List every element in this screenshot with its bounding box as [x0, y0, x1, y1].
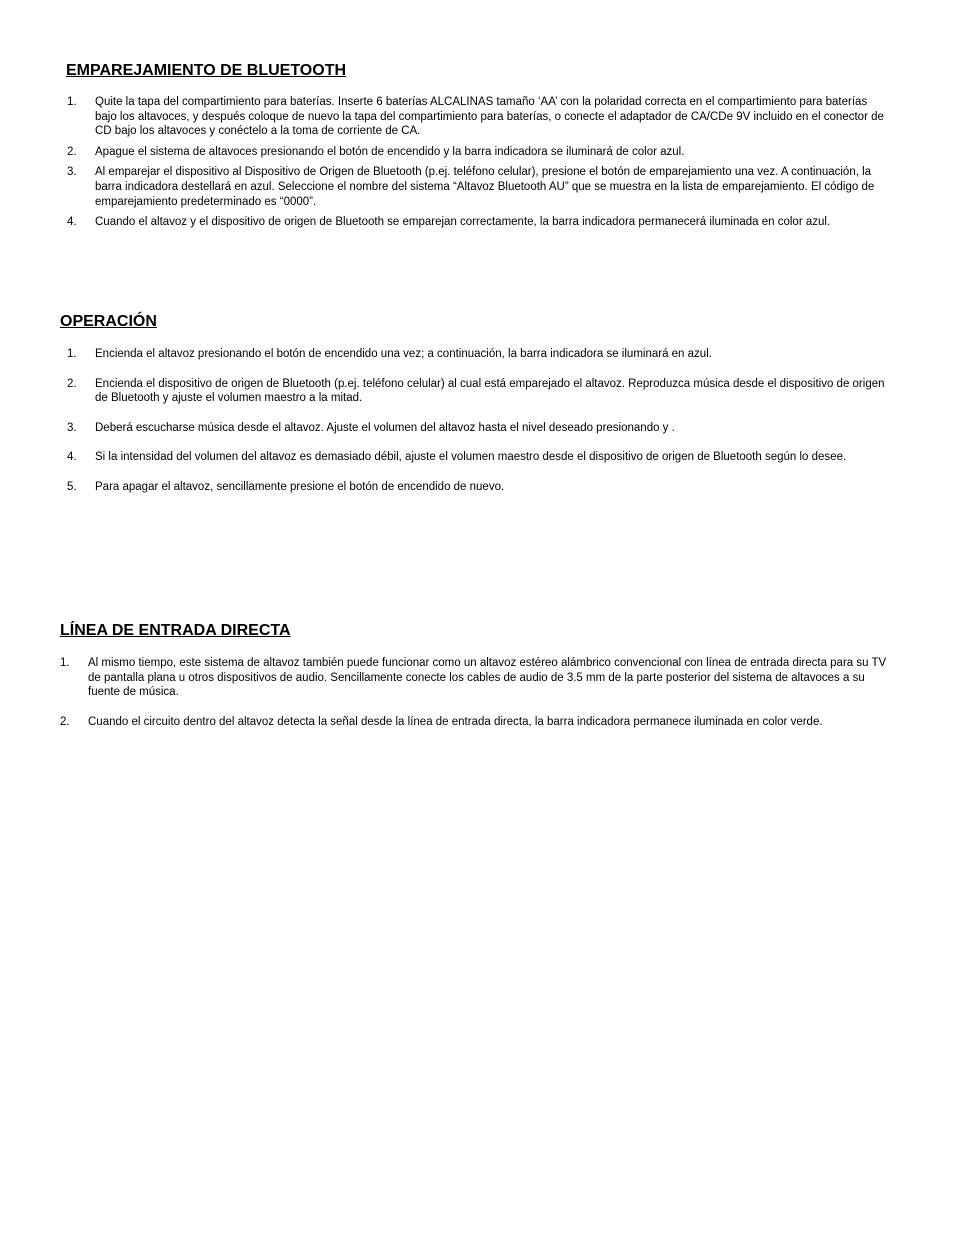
- list-item: [67, 480, 889, 495]
- list-item: [60, 656, 894, 700]
- item-number: 5.: [67, 480, 77, 493]
- bluetooth-pairing-list: [67, 95, 889, 230]
- line-in-list: [60, 656, 894, 729]
- section-heading-bluetooth-pairing: EMPAREJAMIENTO DE BLUETOOTH: [66, 62, 347, 79]
- item-text: Apague el sistema de altavoces presionando el botón de encendido y la barra indicadora se iluminará de color azul.: [95, 145, 685, 158]
- list-item: [67, 215, 889, 230]
- list-item: [67, 165, 889, 209]
- list-item: [67, 421, 889, 436]
- item-number: 4.: [67, 451, 77, 464]
- item-text: Quite la tapa del compartimiento para baterías. Inserte 6 baterías ALCALINAS tamaño ‘AA’ con la polaridad correcta en el compartimiento para baterías bajo los altavoces, y después coloque de nuevo la tapa del compartimiento para baterías, o conecte el adaptador de CA/CDe 9V incluido en el conector de CD bajo los altavoces y conéctelo a la toma de corriente de CA.: [95, 96, 884, 138]
- item-text: Si la intensidad del volumen del altavoz es demasiado débil, ajuste el volumen maestro desde el dispositivo de origen de Bluetooth según lo desee.: [95, 451, 847, 464]
- list-item: [67, 377, 889, 406]
- item-number: 2.: [67, 377, 77, 390]
- list-item: [67, 347, 889, 362]
- item-number: 4.: [67, 216, 77, 229]
- item-text: Para apagar el altavoz, sencillamente presione el botón de encendido de nuevo.: [95, 480, 505, 493]
- item-number: 1.: [60, 657, 70, 669]
- item-text: Deberá escucharse música desde el altavoz. Ajuste el volumen del altavoz hasta el nivel deseado presionando y .: [95, 421, 675, 434]
- list-item: [67, 145, 889, 160]
- section-heading-line-in: LÍNEA DE ENTRADA DIRECTA: [60, 622, 291, 639]
- item-text: Encienda el dispositivo de origen de Bluetooth (p.ej. teléfono celular) al cual está emparejado el altavoz. Reproduzca música desde el dispositivo de origen de Bluetooth y ajuste el volumen maestro a la mitad.: [95, 377, 885, 405]
- item-number: 1.: [67, 96, 77, 108]
- list-item: [60, 715, 894, 730]
- section-heading-operation: OPERACIÓN: [60, 313, 157, 330]
- item-text: Al mismo tiempo, este sistema de altavoz también puede funcionar como un altavoz estéreo alámbrico convencional con línea de entrada directa para su TV de pantalla plana u otros dispositivos de audio. Sencillamente conecte los cables de audio de 3.5 mm de la parte posterior del sistema de altavoces a su fuente de música.: [88, 657, 887, 699]
- item-text: Cuando el circuito dentro del altavoz detecta la señal desde la línea de entrada directa, la barra indicadora permanece iluminada en color verde.: [88, 715, 823, 728]
- item-number: 3.: [67, 421, 77, 434]
- list-item: [67, 450, 889, 465]
- item-text: Encienda el altavoz presionando el botón de encendido una vez; a continuación, la barra indicadora se iluminará en azul.: [95, 348, 712, 360]
- operation-list: [67, 347, 889, 495]
- item-text: Al emparejar el dispositivo al Dispositivo de Origen de Bluetooth (p.ej. teléfono celular), presione el botón de emparejamiento una vez. A continuación, la barra indicadora destellará en azul. Seleccione el nombre del sistema “Altavoz Bluetooth AU” que se muestra en la lista de emparejamiento. El código de emparejamiento predeterminado es “0000”.: [95, 166, 875, 208]
- item-text: Cuando el altavoz y el dispositivo de origen de Bluetooth se emparejan correctamente, la barra indicadora permanecerá iluminada en color azul.: [95, 216, 831, 229]
- item-number: 2.: [60, 715, 70, 728]
- list-item: [67, 95, 889, 139]
- item-number: 2.: [67, 145, 77, 158]
- item-number: 1.: [67, 348, 77, 360]
- item-number: 3.: [67, 166, 77, 179]
